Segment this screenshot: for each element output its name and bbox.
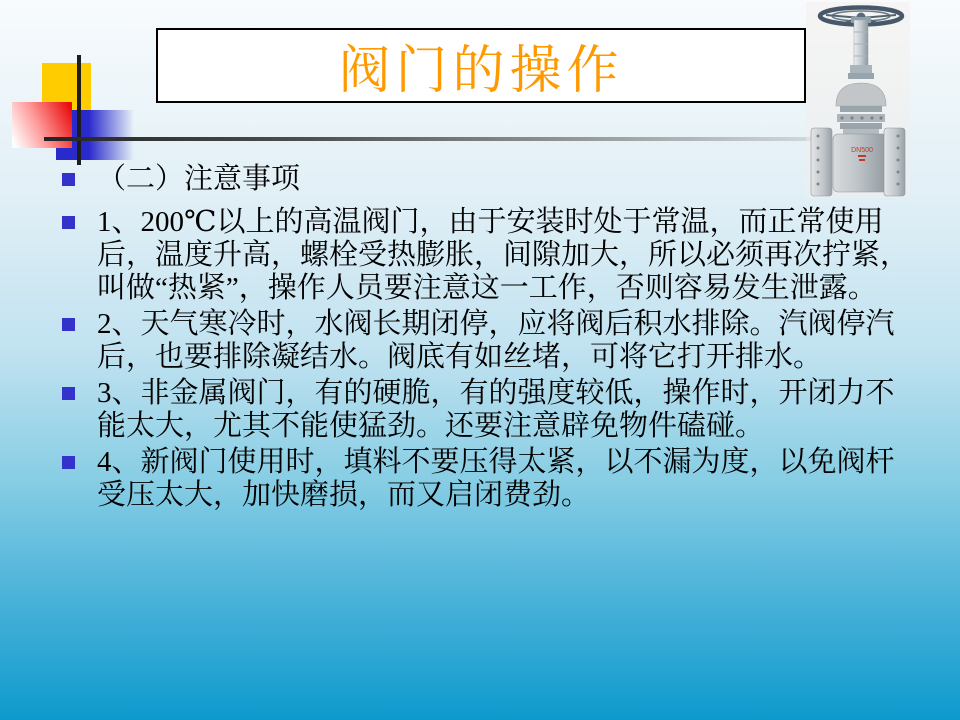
decor-vertical-line (77, 55, 81, 165)
bullet-item-3 (60, 377, 918, 443)
valve-marking-label: DN500 (851, 147, 873, 154)
bullet-item-2 (60, 308, 918, 374)
title-box (156, 28, 806, 103)
bullet-text-3: 3、非金属阀门，有的硬脆，有的强度较低，操作时，开闭力不能太大，尤其不能使猛劲。还要注意辟免物件磕碰。 (97, 377, 895, 442)
bullet-square-icon (62, 387, 75, 400)
slide-body (60, 163, 918, 515)
bullet-square-icon (62, 173, 75, 186)
slide-title: 阀门的操作 (338, 43, 624, 100)
bullet-square-icon (62, 318, 75, 331)
decor-red-gradient-square (12, 102, 72, 148)
bullet-text-1: 1、200℃以上的高温阀门，由于安装时处于常温，而正常使用后，温度升高，螺栓受热膨胀，间隙加大，所以必须再次拧紧，叫做“热紧”，操作人员要注意这一工作，否则容易发生泄露。 (97, 206, 910, 304)
bullet-square-icon (62, 216, 75, 229)
bullet-text-4: 4、新阀门使用时，填料不要压得太紧，以不漏为度，以免阀杆受压太大，加快磨损，而又启闭费劲。 (97, 446, 895, 511)
valve-bonnet (836, 83, 886, 135)
bullet-square-icon (62, 456, 75, 469)
bullet-item-4 (60, 446, 918, 512)
bullet-item-heading (60, 163, 918, 196)
decor-horizontal-line (44, 137, 924, 141)
bullet-text-2: 2、天气寒冷时，水阀长期闭停，应将阀后积水排除。汽阀停汽后，也要排除凝结水。阀底有如丝堵，可将它打开排水。 (97, 308, 895, 373)
section-heading: （二）注意事项 (97, 163, 301, 195)
bullet-item-1 (60, 206, 918, 305)
